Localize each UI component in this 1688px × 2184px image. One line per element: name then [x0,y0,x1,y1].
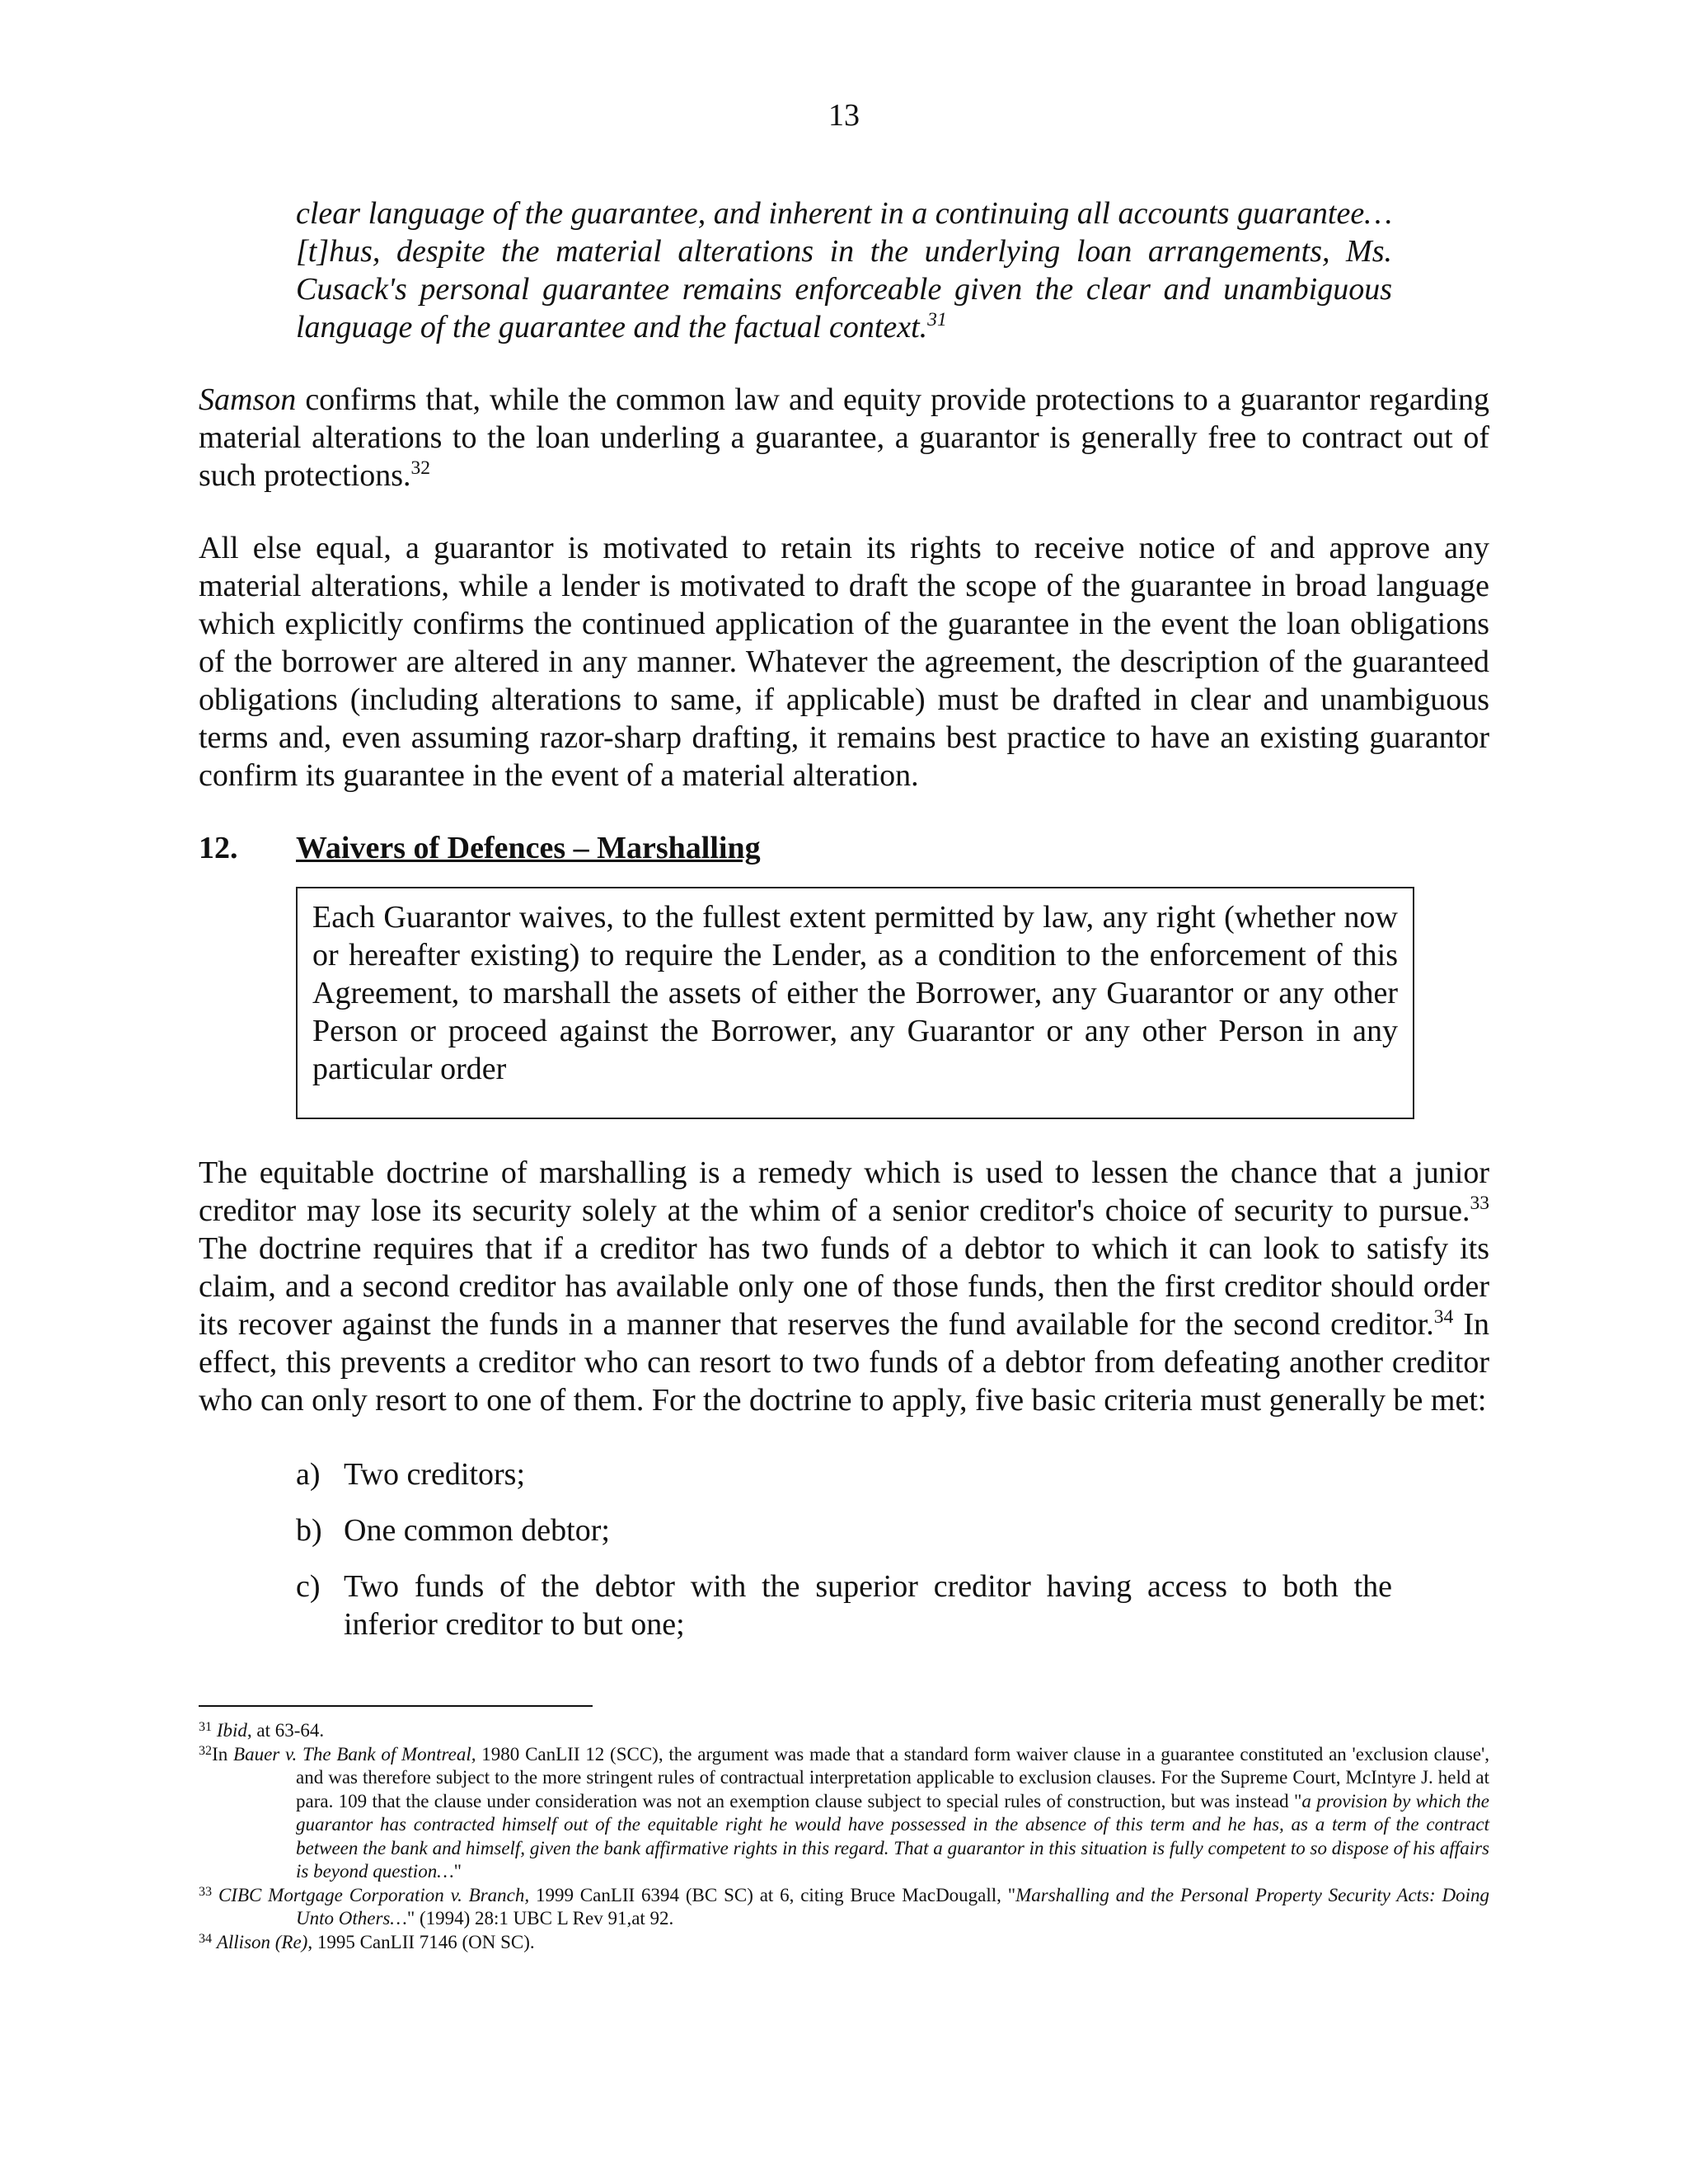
footnote-ref-34: 34 [1433,1305,1454,1328]
case-name-samson: Samson [199,382,297,417]
list-item [296,1568,1392,1643]
quote-text: clear language of the guarantee, and inherent in a continuing all accounts guarantee…[t]hus, despite the material alterations in the underlying loan arrangements, Ms. Cusack's personal guarantee remains enforceable given the clear and unambiguous language of the guarantee and the factual context. [296,196,1392,344]
clause-box [296,887,1414,1119]
footnote-case-name: Bauer v. The Bank of Montreal, [233,1743,476,1765]
footnote-number: 32 [199,1743,213,1758]
footnote-ref-32: 32 [410,457,431,479]
marshalling-text-2: The doctrine requires that if a creditor has two funds of a debtor to which it can look to satisfy its claim, and a second creditor has available only one of those funds, then the first creditor should order its recover against the funds in a manner that reserves the fund available for the second creditor. [199,1231,1489,1342]
list-item-text: Two funds of the debtor with the superior creditor having access to both the inferior creditor to but one; [344,1569,1392,1642]
paragraph-samson [199,381,1489,494]
list-item-text: One common debtor; [344,1513,610,1548]
footnote-text: , at 63-64. [246,1720,325,1741]
footnote-number: 33 [199,1884,213,1899]
footnote-number: 31 [199,1719,213,1734]
footnote-number: 34 [199,1931,213,1946]
footnote-text: " (1994) 28:1 UBC L Rev 91,at 92. [406,1908,674,1929]
section-heading [199,829,1489,867]
paragraph-samson-text: confirms that, while the common law and equity provide protections to a guarantor regarding material alterations to the loan underling a guarantee, a guarantor is generally free to contract out of such protections. [199,382,1489,493]
footnote-ref-31: 31 [927,308,947,330]
footnote-article-title: Marshalling and the Personal Property Security Acts: Doing Unto Others… [296,1884,1489,1929]
footnote-text: " [453,1861,462,1882]
list-marker: b) [296,1513,322,1548]
footnote-separator [199,1705,593,1707]
page-number: 13 [828,98,860,133]
block-quote [296,194,1392,346]
marshalling-text-1: The equitable doctrine of marshalling is a remedy which is used to lessen the chance that a junior creditor may lose its security solely at the whim of a senior creditor's choice of security to pursue. [199,1155,1489,1228]
footnote-text: 1980 CanLII 12 (SCC), the argument was made that a standard form waiver clause in a guarantee constituted an 'exclusion clause', and was therefore subject to the more stringent rules of contractual interpretation applicable to exclusion clauses. For the Supreme Court, McIntyre J. held at para. 109 that the clause under consideration was not an exemption clause subject to special rules of construction, but was instead " [296,1743,1489,1811]
section-title: Waivers of Defences – Marshalling [296,831,761,865]
footnote-31 [199,1719,1489,1743]
footnote-text: , 1995 CanLII 7146 (ON SC). [307,1931,535,1952]
list-marker: a) [296,1457,321,1492]
footnote-text: In [212,1743,234,1765]
page-body [199,194,1489,1661]
footnotes [199,1719,1489,1954]
footnote-34 [199,1931,1489,1955]
footnote-quote: a provision by which the guarantor has contracted himself out of the equitable right he would have possessed in the absence of this term and he has, as a term of the contract between the bank and himself, given the bank affirmative rights in this regard. That a guarantor in this situation is fully competent to so dispose of his affairs is beyond question… [296,1790,1489,1882]
footnote-33 [199,1884,1489,1931]
footnote-ref-33: 33 [1470,1192,1489,1214]
marshalling-text-3: In effect, this prevents a creditor who can resort to two funds of a debtor from defeating another creditor who can only resort to one of them. For the doctrine to apply, five basic criteria must generally be met: [199,1307,1489,1418]
clause-text: Each Guarantor waives, to the fullest extent permitted by law, any right (whether now or hereafter existing) to require the Lender, as a condition to the enforcement of this Agreement, to marshall the assets of either the Borrower, any Guarantor or any other Person or proceed against the Borrower, any Guarantor or any other Person in any particular order [312,900,1398,1086]
paragraph-marshalling [199,1154,1489,1419]
footnote-32 [199,1743,1489,1884]
criteria-list [296,1455,1392,1643]
footnote-case-name: Allison (Re) [216,1931,308,1952]
list-item-text: Two creditors; [344,1457,526,1492]
footnote-case-name: CIBC Mortgage Corporation v. Branch, [218,1884,530,1905]
list-item [296,1511,1392,1549]
paragraph-guarantor-motivation: All else equal, a guarantor is motivated to retain its rights to receive notice of and approve any material alterations, while a lender is motivated to draft the scope of the guarantee in broad language which explicitly confirms the continued application of the guarantee in the event the loan obligations of the borrower are altered in any manner. Whatever the agreement, the description of the guaranteed obligations (including alterations to same, if applicable) must be drafted in clear and unambiguous terms and, even assuming razor-sharp drafting, it remains best practice to have an existing guarantor confirm its guarantee in the event of a material alteration. [199,531,1489,793]
footnote-text: 1999 CanLII 6394 (BC SC) at 6, citing Bruce MacDougall, " [529,1884,1016,1905]
section-number: 12. [199,831,238,865]
list-marker: c) [296,1569,321,1604]
footnote-italic: Ibid [216,1720,247,1741]
list-item [296,1455,1392,1493]
